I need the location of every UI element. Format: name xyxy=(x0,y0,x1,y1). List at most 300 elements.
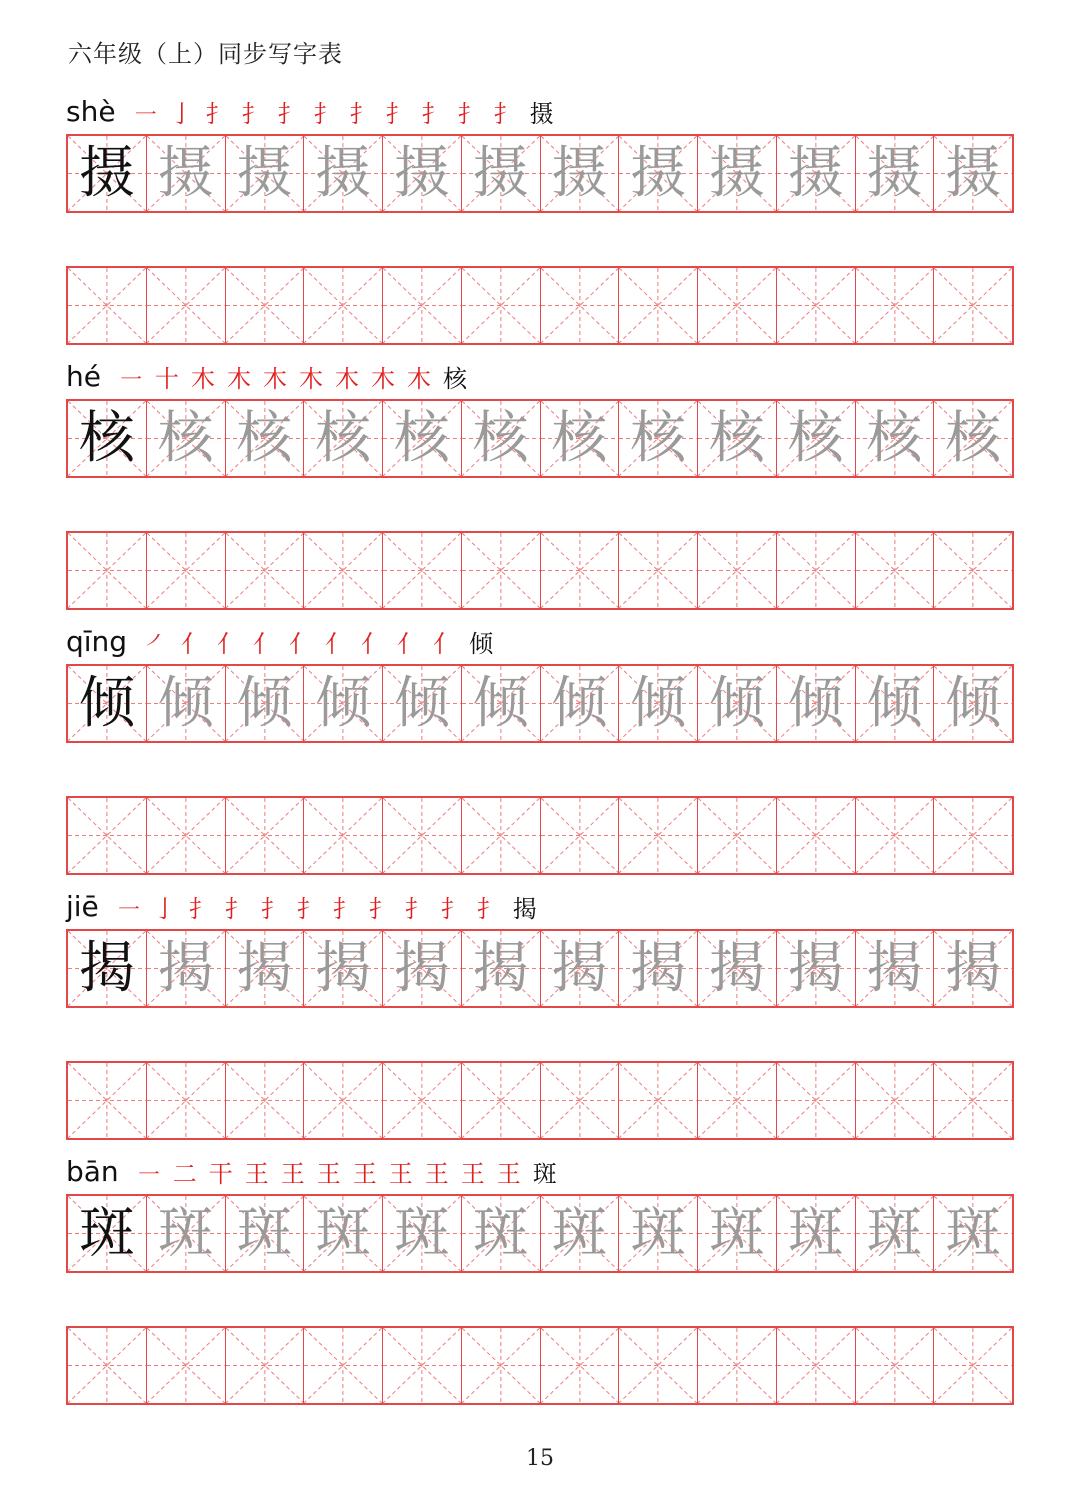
stroke-step: 木 xyxy=(334,364,359,393)
grid-guide-lines xyxy=(619,268,697,343)
tracing-character: 摄 xyxy=(630,140,687,206)
tracing-cell[interactable] xyxy=(856,931,935,1006)
tracing-grid xyxy=(66,664,1014,743)
grid-guide-lines xyxy=(68,533,146,608)
tracing-cell[interactable] xyxy=(147,401,226,476)
grid-guide-lines xyxy=(619,798,697,873)
tracing-cell[interactable] xyxy=(462,401,541,476)
grid-guide-lines xyxy=(304,798,382,873)
stroke-step: 王 xyxy=(280,1159,305,1188)
blank-cell[interactable] xyxy=(619,1063,698,1138)
tracing-character: 核 xyxy=(393,405,450,471)
grid-guide-lines xyxy=(856,1063,934,1138)
blank-cell[interactable] xyxy=(147,268,226,343)
page-title: 六年级（上）同步写字表 xyxy=(68,40,343,68)
blank-cell[interactable] xyxy=(304,533,383,608)
stroke-step: 亻 xyxy=(433,629,458,658)
model-character-cell[interactable] xyxy=(68,401,147,476)
stroke-step: 木 xyxy=(406,364,431,393)
tracing-character: 倾 xyxy=(315,670,372,736)
stroke-step: ㇐ xyxy=(118,364,143,393)
tracing-cell[interactable] xyxy=(698,401,777,476)
blank-cell[interactable] xyxy=(541,268,620,343)
model-character-cell[interactable] xyxy=(68,666,147,741)
tracing-character: 摄 xyxy=(708,140,765,206)
grid-guide-lines xyxy=(226,268,304,343)
tracing-cell[interactable] xyxy=(934,931,1012,1006)
blank-cell[interactable] xyxy=(383,268,462,343)
tracing-cell[interactable] xyxy=(383,1196,462,1271)
blank-cell[interactable] xyxy=(934,268,1012,343)
grid-guide-lines xyxy=(934,533,1012,608)
grid-guide-lines xyxy=(698,798,776,873)
tracing-cell[interactable] xyxy=(934,666,1012,741)
tracing-character: 揭 xyxy=(866,935,923,1001)
tracing-cell[interactable] xyxy=(226,401,305,476)
stroke-order-line xyxy=(66,88,560,134)
blank-cell[interactable] xyxy=(226,1063,305,1138)
stroke-step: 木 xyxy=(298,364,323,393)
stroke-step: 扌 xyxy=(385,99,410,128)
blank-cell[interactable] xyxy=(698,533,777,608)
stroke-step: ㇐ xyxy=(116,894,141,923)
tracing-cell[interactable] xyxy=(304,136,383,211)
stroke-step: 木 xyxy=(226,364,251,393)
stroke-order-line xyxy=(66,883,543,929)
tracing-cell[interactable] xyxy=(383,666,462,741)
tracing-character: 揭 xyxy=(315,935,372,1001)
tracing-character: 斑 xyxy=(866,1200,923,1266)
blank-cell[interactable] xyxy=(856,1063,935,1138)
stroke-step: 亻 xyxy=(397,629,422,658)
stroke-step: 扌 xyxy=(368,894,393,923)
tracing-cell[interactable] xyxy=(462,136,541,211)
tracing-cell[interactable] xyxy=(541,931,620,1006)
tracing-cell[interactable] xyxy=(934,401,1012,476)
model-character: 摄 xyxy=(78,140,135,206)
stroke-step: 亻 xyxy=(253,629,278,658)
tracing-cell[interactable] xyxy=(619,931,698,1006)
tracing-character: 斑 xyxy=(236,1200,293,1266)
pinyin: bān xyxy=(66,1154,119,1188)
tracing-character: 倾 xyxy=(708,670,765,736)
tracing-character: 摄 xyxy=(866,140,923,206)
grid-guide-lines xyxy=(462,533,540,608)
blank-cell[interactable] xyxy=(147,533,226,608)
pinyin: qīng xyxy=(66,624,128,658)
tracing-character: 核 xyxy=(315,405,372,471)
grid-guide-lines xyxy=(226,798,304,873)
tracing-character: 摄 xyxy=(945,140,1002,206)
tracing-cell[interactable] xyxy=(304,931,383,1006)
tracing-character: 揭 xyxy=(393,935,450,1001)
tracing-cell[interactable] xyxy=(856,1196,935,1271)
stroke-step: 扌 xyxy=(313,99,338,128)
grid-guide-lines xyxy=(777,1063,855,1138)
stroke-step: 王 xyxy=(352,1159,377,1188)
tracing-character: 揭 xyxy=(630,935,687,1001)
model-character-cell[interactable] xyxy=(68,136,147,211)
model-character-cell[interactable] xyxy=(68,931,147,1006)
blank-practice-grid xyxy=(66,796,1014,875)
blank-cell[interactable] xyxy=(541,1063,620,1138)
stroke-step: 扌 xyxy=(493,99,518,128)
tracing-cell[interactable] xyxy=(777,666,856,741)
blank-cell[interactable] xyxy=(856,268,935,343)
grid-guide-lines xyxy=(619,533,697,608)
model-character: 核 xyxy=(78,405,135,471)
tracing-cell[interactable] xyxy=(304,1196,383,1271)
tracing-cell[interactable] xyxy=(226,666,305,741)
tracing-character: 倾 xyxy=(630,670,687,736)
tracing-character: 核 xyxy=(630,405,687,471)
blank-cell[interactable] xyxy=(698,1063,777,1138)
stroke-step: 王 xyxy=(388,1159,413,1188)
grid-guide-lines xyxy=(698,533,776,608)
tracing-cell[interactable] xyxy=(462,1196,541,1271)
stroke-step: 木 xyxy=(262,364,287,393)
tracing-cell[interactable] xyxy=(619,401,698,476)
tracing-character: 斑 xyxy=(787,1200,844,1266)
blank-practice-grid xyxy=(66,531,1014,610)
tracing-cell[interactable] xyxy=(619,1196,698,1271)
stroke-step: 亅 xyxy=(169,99,194,128)
tracing-character: 倾 xyxy=(472,670,529,736)
tracing-character: 摄 xyxy=(157,140,214,206)
grid-guide-lines xyxy=(304,1328,382,1403)
tracing-cell[interactable] xyxy=(698,136,777,211)
tracing-character: 斑 xyxy=(945,1200,1002,1266)
blank-practice-grid xyxy=(66,266,1014,345)
blank-cell[interactable] xyxy=(68,1328,147,1403)
grid-guide-lines xyxy=(619,1328,697,1403)
tracing-cell[interactable] xyxy=(383,931,462,1006)
tracing-character: 揭 xyxy=(551,935,608,1001)
stroke-step: 扌 xyxy=(277,99,302,128)
blank-cell[interactable] xyxy=(226,1328,305,1403)
blank-cell[interactable] xyxy=(698,268,777,343)
tracing-cell[interactable] xyxy=(226,136,305,211)
grid-guide-lines xyxy=(147,533,225,608)
tracing-cell[interactable] xyxy=(777,136,856,211)
stroke-step: 扌 xyxy=(440,894,465,923)
stroke-step: 亻 xyxy=(361,629,386,658)
stroke-step: ㇐ xyxy=(136,1159,161,1188)
stroke-step: 亻 xyxy=(181,629,206,658)
tracing-cell[interactable] xyxy=(934,136,1012,211)
stroke-step: 王 xyxy=(424,1159,449,1188)
blank-cell[interactable] xyxy=(777,533,856,608)
grid-guide-lines xyxy=(462,268,540,343)
grid-guide-lines xyxy=(777,268,855,343)
tracing-character: 摄 xyxy=(551,140,608,206)
stroke-step: 干 xyxy=(208,1159,233,1188)
blank-cell[interactable] xyxy=(777,1063,856,1138)
blank-cell[interactable] xyxy=(777,798,856,873)
tracing-cell[interactable] xyxy=(856,666,935,741)
blank-cell[interactable] xyxy=(856,1328,935,1403)
grid-guide-lines xyxy=(383,268,461,343)
grid-guide-lines xyxy=(147,798,225,873)
tracing-character: 摄 xyxy=(236,140,293,206)
model-character-cell[interactable] xyxy=(68,1196,147,1271)
blank-cell[interactable] xyxy=(383,533,462,608)
tracing-cell[interactable] xyxy=(304,401,383,476)
grid-guide-lines xyxy=(383,798,461,873)
tracing-character: 摄 xyxy=(315,140,372,206)
tracing-character: 揭 xyxy=(708,935,765,1001)
stroke-step: 扌 xyxy=(332,894,357,923)
stroke-step: ㇒ xyxy=(145,629,170,658)
stroke-step: 王 xyxy=(316,1159,341,1188)
tracing-cell[interactable] xyxy=(462,931,541,1006)
blank-cell[interactable] xyxy=(777,1328,856,1403)
tracing-character: 斑 xyxy=(630,1200,687,1266)
grid-guide-lines xyxy=(777,1328,855,1403)
blank-cell[interactable] xyxy=(383,1328,462,1403)
tracing-cell[interactable] xyxy=(147,666,226,741)
tracing-character: 摄 xyxy=(787,140,844,206)
blank-cell[interactable] xyxy=(619,1328,698,1403)
stroke-step: ㇐ xyxy=(133,99,158,128)
grid-guide-lines xyxy=(462,1328,540,1403)
blank-cell[interactable] xyxy=(226,533,305,608)
tracing-cell[interactable] xyxy=(147,136,226,211)
blank-cell[interactable] xyxy=(304,268,383,343)
grid-guide-lines xyxy=(304,533,382,608)
tracing-character: 倾 xyxy=(157,670,214,736)
tracing-character: 摄 xyxy=(393,140,450,206)
tracing-character: 揭 xyxy=(157,935,214,1001)
tracing-character: 斑 xyxy=(315,1200,372,1266)
blank-practice-grid xyxy=(66,1061,1014,1140)
grid-guide-lines xyxy=(541,1328,619,1403)
tracing-character: 核 xyxy=(551,405,608,471)
blank-cell[interactable] xyxy=(304,1063,383,1138)
blank-cell[interactable] xyxy=(304,798,383,873)
page-number: 15 xyxy=(526,1446,554,1471)
tracing-cell[interactable] xyxy=(698,666,777,741)
tracing-cell[interactable] xyxy=(383,401,462,476)
tracing-cell[interactable] xyxy=(541,136,620,211)
tracing-character: 核 xyxy=(157,405,214,471)
tracing-character: 核 xyxy=(787,405,844,471)
tracing-cell[interactable] xyxy=(383,136,462,211)
stroke-order-line xyxy=(66,1148,563,1194)
blank-cell[interactable] xyxy=(619,798,698,873)
blank-cell[interactable] xyxy=(541,1328,620,1403)
stroke-step: 十 xyxy=(154,364,179,393)
tracing-character: 核 xyxy=(236,405,293,471)
stroke-step: 摄 xyxy=(529,99,554,128)
tracing-character: 核 xyxy=(472,405,529,471)
tracing-cell[interactable] xyxy=(698,1196,777,1271)
stroke-step: 亅 xyxy=(152,894,177,923)
stroke-step: 倾 xyxy=(469,629,494,658)
tracing-character: 揭 xyxy=(787,935,844,1001)
stroke-step: 亻 xyxy=(289,629,314,658)
blank-cell[interactable] xyxy=(698,1328,777,1403)
model-character: 揭 xyxy=(78,935,135,1001)
blank-cell[interactable] xyxy=(68,798,147,873)
tracing-cell[interactable] xyxy=(226,1196,305,1271)
tracing-character: 斑 xyxy=(551,1200,608,1266)
grid-guide-lines xyxy=(541,533,619,608)
stroke-step: 扌 xyxy=(421,99,446,128)
grid-guide-lines xyxy=(226,1328,304,1403)
blank-cell[interactable] xyxy=(383,798,462,873)
blank-cell[interactable] xyxy=(462,1063,541,1138)
tracing-character: 核 xyxy=(866,405,923,471)
tracing-character: 斑 xyxy=(708,1200,765,1266)
tracing-character: 核 xyxy=(945,405,1002,471)
grid-guide-lines xyxy=(68,798,146,873)
blank-cell[interactable] xyxy=(304,1328,383,1403)
grid-guide-lines xyxy=(383,533,461,608)
grid-guide-lines xyxy=(541,1063,619,1138)
stroke-step: 二 xyxy=(172,1159,197,1188)
blank-cell[interactable] xyxy=(462,1328,541,1403)
blank-cell[interactable] xyxy=(68,533,147,608)
stroke-step: 扌 xyxy=(205,99,230,128)
tracing-character: 倾 xyxy=(393,670,450,736)
grid-guide-lines xyxy=(934,1328,1012,1403)
grid-guide-lines xyxy=(856,533,934,608)
stroke-step: 揭 xyxy=(512,894,537,923)
tracing-cell[interactable] xyxy=(934,1196,1012,1271)
tracing-cell[interactable] xyxy=(619,666,698,741)
tracing-cell[interactable] xyxy=(462,666,541,741)
tracing-character: 倾 xyxy=(236,670,293,736)
grid-guide-lines xyxy=(856,1328,934,1403)
blank-cell[interactable] xyxy=(462,268,541,343)
blank-cell[interactable] xyxy=(541,533,620,608)
grid-guide-lines xyxy=(462,1063,540,1138)
blank-cell[interactable] xyxy=(619,533,698,608)
tracing-cell[interactable] xyxy=(541,401,620,476)
tracing-grid xyxy=(66,134,1014,213)
blank-cell[interactable] xyxy=(147,1063,226,1138)
grid-guide-lines xyxy=(147,268,225,343)
blank-cell[interactable] xyxy=(856,533,935,608)
tracing-cell[interactable] xyxy=(541,666,620,741)
tracing-character: 核 xyxy=(708,405,765,471)
blank-cell[interactable] xyxy=(68,1063,147,1138)
blank-cell[interactable] xyxy=(698,798,777,873)
blank-cell[interactable] xyxy=(383,1063,462,1138)
stroke-step: 扌 xyxy=(296,894,321,923)
tracing-cell[interactable] xyxy=(226,931,305,1006)
tracing-character: 斑 xyxy=(472,1200,529,1266)
grid-guide-lines xyxy=(147,1328,225,1403)
blank-cell[interactable] xyxy=(934,1328,1012,1403)
tracing-cell[interactable] xyxy=(856,136,935,211)
blank-cell[interactable] xyxy=(856,798,935,873)
tracing-cell[interactable] xyxy=(619,136,698,211)
blank-cell[interactable] xyxy=(619,268,698,343)
stroke-step: 扌 xyxy=(224,894,249,923)
blank-cell[interactable] xyxy=(934,1063,1012,1138)
stroke-step: 木 xyxy=(370,364,395,393)
tracing-cell[interactable] xyxy=(304,666,383,741)
grid-guide-lines xyxy=(934,1063,1012,1138)
pinyin: hé xyxy=(66,359,101,393)
grid-guide-lines xyxy=(619,1063,697,1138)
stroke-step: 扌 xyxy=(241,99,266,128)
grid-guide-lines xyxy=(934,798,1012,873)
grid-guide-lines xyxy=(541,268,619,343)
blank-cell[interactable] xyxy=(541,798,620,873)
tracing-character: 揭 xyxy=(472,935,529,1001)
stroke-step: 斑 xyxy=(532,1159,557,1188)
stroke-step: 扌 xyxy=(457,99,482,128)
grid-guide-lines xyxy=(934,268,1012,343)
stroke-step: 王 xyxy=(460,1159,485,1188)
grid-guide-lines xyxy=(777,798,855,873)
stroke-step: 王 xyxy=(496,1159,521,1188)
tracing-cell[interactable] xyxy=(147,931,226,1006)
tracing-grid xyxy=(66,1194,1014,1273)
tracing-cell[interactable] xyxy=(147,1196,226,1271)
stroke-step: 核 xyxy=(442,364,467,393)
tracing-cell[interactable] xyxy=(541,1196,620,1271)
grid-guide-lines xyxy=(226,533,304,608)
grid-guide-lines xyxy=(541,798,619,873)
tracing-cell[interactable] xyxy=(856,401,935,476)
grid-guide-lines xyxy=(68,1328,146,1403)
stroke-step: 木 xyxy=(190,364,215,393)
model-character: 倾 xyxy=(78,670,135,736)
tracing-grid xyxy=(66,399,1014,478)
tracing-character: 倾 xyxy=(945,670,1002,736)
stroke-step: 扌 xyxy=(476,894,501,923)
tracing-cell[interactable] xyxy=(777,1196,856,1271)
tracing-cell[interactable] xyxy=(698,931,777,1006)
pinyin: jiē xyxy=(66,889,99,923)
tracing-character: 斑 xyxy=(393,1200,450,1266)
tracing-character: 倾 xyxy=(866,670,923,736)
blank-cell[interactable] xyxy=(462,533,541,608)
stroke-step: 王 xyxy=(244,1159,269,1188)
tracing-character: 倾 xyxy=(551,670,608,736)
grid-guide-lines xyxy=(383,1328,461,1403)
grid-guide-lines xyxy=(856,798,934,873)
tracing-character: 斑 xyxy=(157,1200,214,1266)
grid-guide-lines xyxy=(856,268,934,343)
blank-cell[interactable] xyxy=(68,268,147,343)
tracing-cell[interactable] xyxy=(777,931,856,1006)
stroke-step: 扌 xyxy=(260,894,285,923)
tracing-cell[interactable] xyxy=(777,401,856,476)
grid-guide-lines xyxy=(383,1063,461,1138)
stroke-step: 亻 xyxy=(325,629,350,658)
tracing-character: 摄 xyxy=(472,140,529,206)
blank-cell[interactable] xyxy=(934,798,1012,873)
tracing-character: 倾 xyxy=(787,670,844,736)
blank-cell[interactable] xyxy=(226,268,305,343)
blank-cell[interactable] xyxy=(777,268,856,343)
blank-cell[interactable] xyxy=(934,533,1012,608)
blank-cell[interactable] xyxy=(226,798,305,873)
blank-cell[interactable] xyxy=(147,1328,226,1403)
tracing-character: 揭 xyxy=(945,935,1002,1001)
stroke-order-line xyxy=(66,353,473,399)
grid-guide-lines xyxy=(462,798,540,873)
blank-cell[interactable] xyxy=(462,798,541,873)
grid-guide-lines xyxy=(777,533,855,608)
blank-cell[interactable] xyxy=(147,798,226,873)
stroke-order-line xyxy=(66,618,499,664)
